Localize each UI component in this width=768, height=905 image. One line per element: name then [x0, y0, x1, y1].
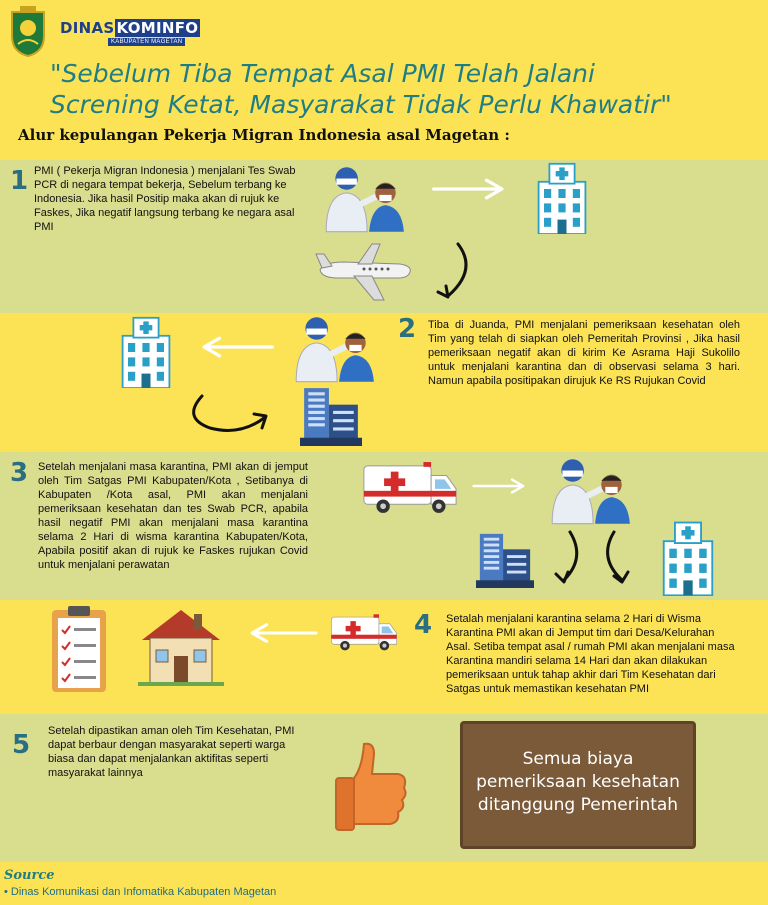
airplane-icon	[314, 240, 414, 302]
hospital-icon	[116, 316, 176, 388]
curved-arrow-icon	[180, 388, 280, 438]
arrow-right-icon	[430, 178, 510, 200]
sign-line-2: pemeriksaan kesehatan	[476, 772, 680, 792]
step-2-text: Tiba di Juanda, PMI menjalani pemeriksaan kesehatan oleh Tim yang telah di siapkan oleh Pemeritah Provinsi , Jika hasil pemeriksaan negatif akan di kirim Ke Asrama Haji Sukolilo untuk menjalani karantina dan di observasi selama 3 hari. Namun apabila positipakan dirujuk Ke RS Rujukan Covid	[428, 319, 740, 387]
cost-note-sign	[460, 721, 696, 849]
arrow-left-icon	[196, 336, 276, 358]
step-1-text: PMI ( Pekerja Migran Indonesia ) menjalani Tes Swab PCR di negara tempat bekerja, Sebelum terbang ke Indonesia. Jika hasil Positip maka akan di rujuk ke Faskes, Jika negatif langsung terbang ke negara asal PMI	[34, 165, 296, 233]
sign-line-3: ditanggung Pemerintah	[477, 795, 679, 815]
step-3-number: 3	[10, 458, 29, 488]
headline-line-2: Screning Ketat, Masyarakat Tidak Perlu Khawatir"	[50, 90, 672, 119]
brand-subtitle: KABUPATEN MAGETAN	[108, 38, 185, 46]
checklist-icon	[50, 604, 108, 694]
subheading: Alur kepulangan Pekerja Migran Indonesia asal Magetan :	[18, 126, 510, 144]
step-5-number: 5	[12, 730, 31, 760]
headline	[50, 58, 730, 120]
crest-icon	[8, 6, 48, 58]
building-icon	[300, 384, 362, 446]
curved-arrow-icon	[596, 528, 632, 588]
step-5-text: Setelah dipastikan aman oleh Tim Kesehatan, PMI dapat berbaur dengan masyarakat seperti warga biasa dan dapat menjalankan aktifitas seperti masyarakat lainnya	[48, 725, 295, 779]
building-icon	[476, 528, 534, 590]
brand-logo	[60, 19, 199, 54]
sign-line-1: Semua biaya	[522, 749, 634, 769]
ambulance-icon	[330, 604, 398, 660]
curved-arrow-icon	[552, 528, 588, 588]
source-item: • Dinas Komunikasi dan Infomatika Kabupaten Magetan	[4, 886, 277, 898]
arrow-left-icon	[246, 622, 318, 644]
doctor-swab-icon	[318, 164, 410, 236]
step-1-number: 1	[10, 166, 29, 196]
step-3-text: Setelah menjalani masa karantina, PMI akan di jemput oleh Tim Satgas PMI Kabupaten/Kota , Setibanya di Kabupaten /Kota asal, PMI akan menjalani pemeriksaan kesehatan dan tes Swab PCR, apabila hasil negatif PMI akan menjalani masa karantina selama 2 Hari di wisma karantina Kabupaten/Kota, Apabila positif akan di rujuk ke Faskes rujukan Covid untuk menjalani perawatan	[38, 461, 308, 571]
hospital-icon	[660, 520, 716, 596]
doctor-swab-icon	[544, 456, 636, 528]
curved-arrow-icon	[434, 240, 480, 304]
brand-title: DINAS KOMINFO	[60, 19, 199, 37]
ambulance-icon	[362, 460, 458, 514]
arrow-right-icon	[472, 476, 528, 496]
step-2-number: 2	[398, 314, 417, 344]
source-label: Source	[4, 868, 55, 883]
step-4-number: 4	[414, 610, 433, 640]
thumbs-up-icon	[334, 738, 410, 838]
headline-line-1: "Sebelum Tiba Tempat Asal PMI Telah Jalani	[50, 59, 595, 88]
step-4-text: Setalah menjalani karantina selama 2 Hari di Wisma Karantina PMI akan di Jemput tim dari Desa/Kelurahan Asal. Setiba tempat asal / rumah PMI akan menjalani masa Karantina mandiri selama 14 Hari dan akan dilakukan pemeriksaan untuk tahap akhir dari Tim Kesehatan dari Satgas untuk memastikan kesehatan PMI	[446, 613, 735, 695]
house-icon	[138, 606, 224, 686]
doctor-swab-icon	[288, 314, 380, 386]
hospital-icon	[532, 162, 592, 234]
